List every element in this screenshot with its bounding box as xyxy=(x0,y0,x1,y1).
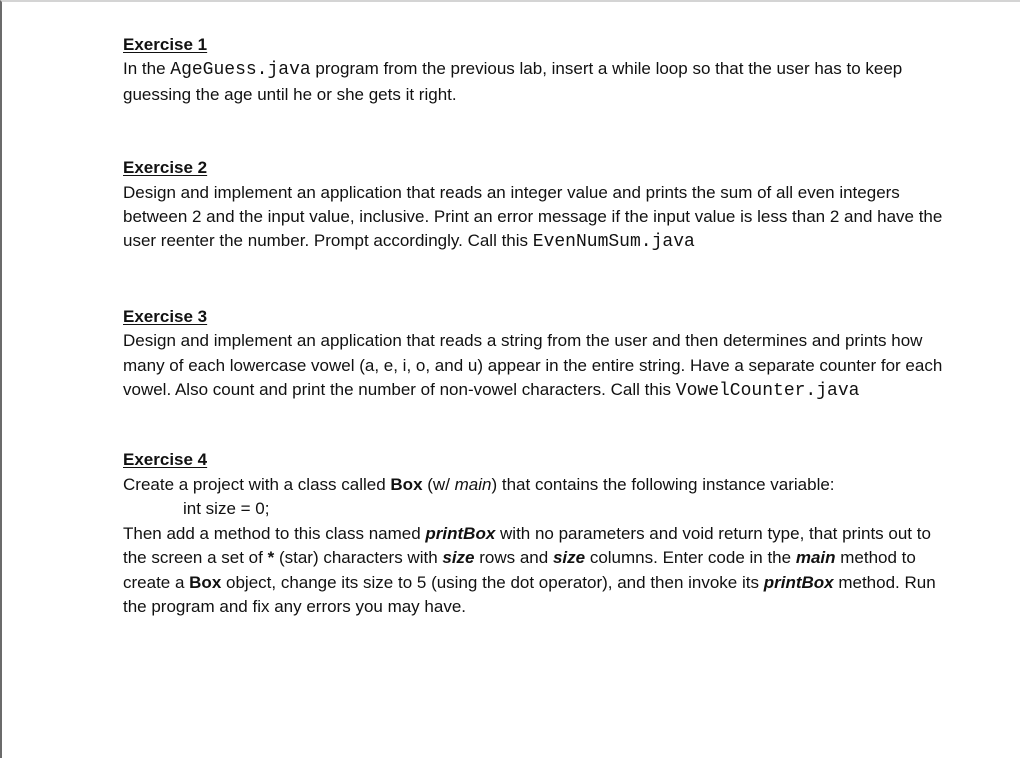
body-text: ) that contains the following instance variable: xyxy=(491,474,835,494)
method-main: main xyxy=(454,474,492,494)
body-text: method. Run the program and fix any errors you may have. xyxy=(123,572,936,616)
body-text: program from the previous lab, insert a while loop so that the user has to keep guessing the age until he or she gets it right. xyxy=(123,59,903,104)
body-text: object, change its size to 5 (using the dot operator), and then invoke its xyxy=(221,572,764,592)
exercise-title: Exercise 2 xyxy=(123,158,208,178)
code-filename: EvenNumSum.java xyxy=(532,232,695,253)
body-text: (w/ xyxy=(422,474,455,494)
exercise-1 xyxy=(123,33,943,107)
var-size: size xyxy=(552,548,586,568)
exercise-body xyxy=(123,473,943,497)
exercise-3 xyxy=(123,305,943,404)
class-name-box: Box xyxy=(189,572,222,592)
method-printbox: printBox xyxy=(425,523,496,543)
exercise-title: Exercise 1 xyxy=(123,35,208,54)
instance-variable-line: int size = 0; xyxy=(183,499,270,519)
body-text: Design and implement an application that reads an integer value and prints the sum of all even integers between 2 and the input value, inclusive. Print an error message if the input value is less than 2 and have the user reenter the number. Prompt accordingly. Call this xyxy=(123,182,943,251)
body-text: method to create a xyxy=(123,548,916,592)
exercise-body xyxy=(123,57,943,107)
body-text: Then add a method to this class named xyxy=(123,523,426,543)
var-size: size xyxy=(442,548,475,568)
body-text: Design and implement an application that reads a string from the user and then determines and prints how many of each lowercase vowel (a, e, i, o, and u) appear in the entire string. Have a separate counter for each vowel. Also count and print the number of non-vowel characters. Call this xyxy=(123,331,943,400)
code-filename: AgeGuess.java xyxy=(170,60,311,81)
exercise-title: Exercise 3 xyxy=(123,306,208,326)
exercise-title: Exercise 4 xyxy=(123,450,208,470)
class-name-box: Box xyxy=(390,474,423,494)
body-text: (star) characters with xyxy=(274,548,443,568)
body-text: rows and xyxy=(474,548,553,568)
document-content xyxy=(123,33,943,619)
method-main: main xyxy=(795,548,836,568)
exercise-body xyxy=(123,181,943,255)
body-text: In the xyxy=(123,59,171,79)
method-printbox: printBox xyxy=(763,572,834,592)
exercise-4 xyxy=(123,448,943,619)
body-text: columns. Enter code in the xyxy=(585,548,796,568)
exercise-body xyxy=(123,329,943,403)
star-char: * xyxy=(267,548,275,568)
code-filename: VowelCounter.java xyxy=(675,381,860,402)
exercise-2 xyxy=(123,156,943,255)
exercise-body xyxy=(123,522,943,620)
body-text: Create a project with a class called xyxy=(123,474,391,494)
body-text: with no parameters and void return type, that prints out to the screen a set of xyxy=(123,523,931,568)
